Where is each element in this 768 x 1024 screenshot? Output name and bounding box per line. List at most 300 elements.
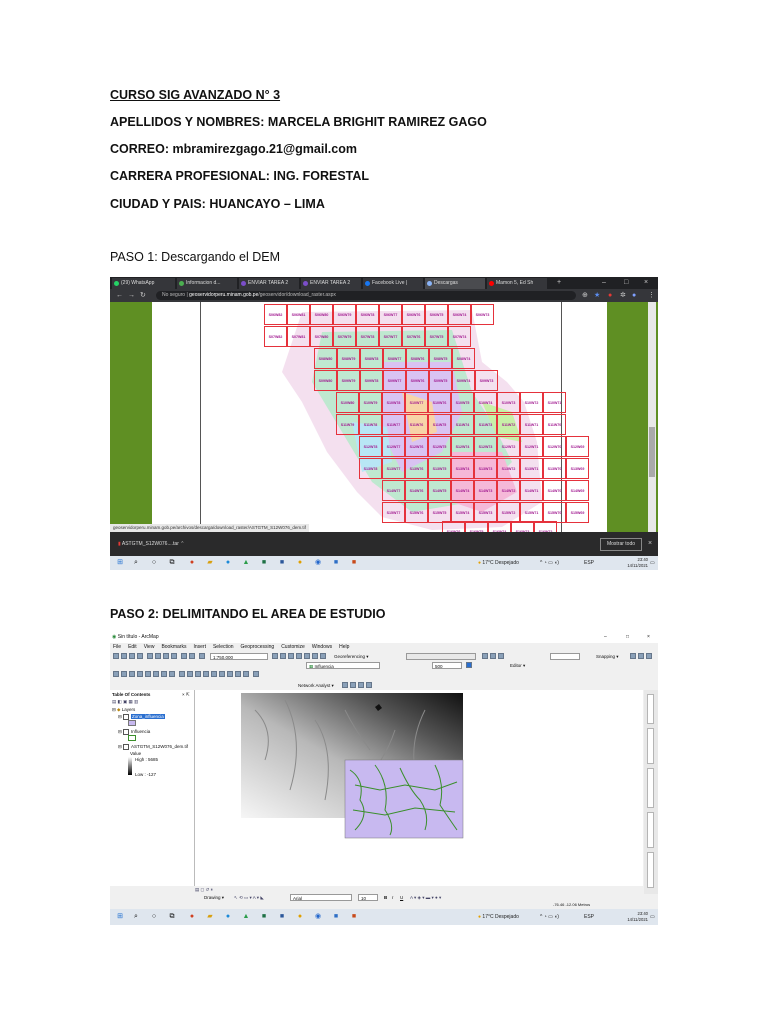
- georef-tool-icon[interactable]: [498, 653, 504, 659]
- avatar[interactable]: ●: [632, 292, 637, 299]
- dem-tile[interactable]: S09W78: [360, 370, 383, 391]
- tools-toolbar: [110, 670, 658, 679]
- georef-tool-icon[interactable]: [490, 653, 496, 659]
- dem-tile[interactable]: S07W76: [402, 326, 425, 347]
- map-view[interactable]: [195, 690, 643, 886]
- browser-tab[interactable]: [112, 278, 175, 289]
- windows-taskbar: [110, 909, 658, 925]
- dem-tile[interactable]: S06W73: [471, 304, 494, 325]
- extension-icon[interactable]: ●: [608, 292, 613, 299]
- url-field[interactable]: No seguro | geoservidorperu.minam.gob.pe/geoservidor/download_raster.aspx: [156, 291, 576, 300]
- menu-item[interactable]: Insert: [193, 644, 206, 650]
- clock-date: 14/11/2021: [627, 917, 648, 922]
- url-host: geoservidorperu.minam.gob.pe: [189, 292, 259, 298]
- browser-tab[interactable]: [363, 278, 423, 289]
- search-icon[interactable]: ⌕: [134, 913, 138, 920]
- network-tool-icon[interactable]: [366, 682, 372, 688]
- word-icon[interactable]: ■: [279, 559, 285, 566]
- clear-selection-icon[interactable]: [187, 671, 193, 677]
- dem-tile[interactable]: S08W76: [406, 348, 429, 369]
- dem-tile[interactable]: S11W74: [451, 414, 474, 435]
- dem-tile[interactable]: S09W77: [383, 370, 406, 391]
- toc-view-buttons[interactable]: ▤ ◧ ▣ ▦ ▥: [112, 699, 139, 704]
- layer-checkbox[interactable]: [123, 744, 129, 750]
- dem-tile[interactable]: S14W72: [497, 480, 520, 501]
- browser-tab[interactable]: [301, 278, 361, 289]
- forward-icon[interactable]: →: [128, 292, 135, 299]
- minimize-icon[interactable]: –: [602, 279, 606, 286]
- dem-tile[interactable]: S15W73: [474, 502, 497, 523]
- legend-high-label: High : 5685: [135, 757, 159, 762]
- add-data-icon[interactable]: [199, 653, 205, 659]
- network-tool-icon[interactable]: [358, 682, 364, 688]
- toc-layers-group[interactable]: ⊟ ◆ Layers: [112, 707, 136, 712]
- page-scrollbar[interactable]: [648, 302, 656, 532]
- dem-tile[interactable]: S10W71: [543, 392, 566, 413]
- dem-tile[interactable]: S12W70: [543, 436, 566, 457]
- clock[interactable]: [610, 911, 648, 923]
- app-icon[interactable]: ■: [333, 559, 339, 566]
- network-tool-icon[interactable]: [350, 682, 356, 688]
- layer-toolbar: [110, 661, 658, 670]
- full-extent-icon[interactable]: [137, 671, 143, 677]
- app-icon[interactable]: ■: [351, 913, 357, 920]
- delete-icon[interactable]: [171, 653, 177, 659]
- menu-item[interactable]: Windows: [311, 644, 333, 650]
- dem-tile[interactable]: S08W75: [429, 348, 452, 369]
- dem-tile[interactable]: S15W75: [428, 502, 451, 523]
- layers-label: Layers: [121, 707, 136, 712]
- swipe-icon[interactable]: [466, 662, 472, 668]
- dem-tile[interactable]: S15W70: [543, 502, 566, 523]
- tray-icons[interactable]: ^ ◔ ▭ ◖): [540, 914, 559, 920]
- bold-button[interactable]: B: [384, 895, 388, 900]
- dem-tile[interactable]: S13W74: [451, 458, 474, 479]
- dem-tile[interactable]: S06W75: [425, 304, 448, 325]
- tile-map-page: [152, 302, 607, 532]
- dem-tile[interactable]: S11W70: [543, 414, 566, 435]
- menu-bar: [110, 643, 658, 652]
- back-extent-icon[interactable]: [161, 671, 167, 677]
- clock-time: 23:40: [637, 911, 648, 916]
- find-icon[interactable]: [211, 671, 217, 677]
- search-icon[interactable]: [296, 653, 302, 659]
- dem-tile[interactable]: S14W76: [405, 480, 428, 501]
- dem-tile[interactable]: S08W80: [314, 348, 337, 369]
- dem-tile[interactable]: S12W71: [520, 436, 543, 457]
- app-icon[interactable]: ■: [333, 913, 339, 920]
- arctoolbox-tab[interactable]: [647, 812, 654, 848]
- chrome-icon[interactable]: ●: [297, 913, 303, 920]
- dem-tile[interactable]: S12W69: [566, 436, 589, 457]
- snap-end-icon[interactable]: [638, 653, 644, 659]
- snapping-label[interactable]: Snapping ▾: [596, 654, 619, 659]
- excel-icon[interactable]: ■: [261, 559, 267, 566]
- dem-tile[interactable]: S14W75: [428, 480, 451, 501]
- menu-item[interactable]: Help: [339, 644, 350, 650]
- dem-tile[interactable]: S08W77: [383, 348, 406, 369]
- show-all-button[interactable]: Mostrar todo: [600, 538, 642, 551]
- notifications-icon[interactable]: ▭: [650, 560, 655, 566]
- cortana-icon[interactable]: ○: [151, 559, 157, 566]
- app-icon[interactable]: ■: [351, 559, 357, 566]
- search-icon[interactable]: ⌕: [134, 559, 138, 566]
- dem-tile[interactable]: S10W76: [428, 392, 451, 413]
- font-combo[interactable]: Arial: [290, 894, 352, 901]
- dem-tile[interactable]: S09W79: [337, 370, 360, 391]
- view-switch-icons[interactable]: ▤ ◻ ↺ ⏸: [195, 887, 213, 892]
- dem-tile[interactable]: S10W73: [497, 392, 520, 413]
- download-icon: [427, 281, 432, 286]
- percent-combo[interactable]: 500: [432, 662, 462, 669]
- dem-tile[interactable]: S13W75: [428, 458, 451, 479]
- star-icon[interactable]: ★: [594, 292, 601, 299]
- app-icon[interactable]: ▲: [242, 559, 250, 566]
- print-icon[interactable]: [137, 653, 143, 659]
- dem-tile[interactable]: S11W71: [520, 414, 543, 435]
- back-icon[interactable]: ←: [116, 292, 123, 299]
- tab-label: (29) WhatsApp: [121, 280, 155, 286]
- select-elements-icon[interactable]: [195, 671, 201, 677]
- menu-item[interactable]: Customize: [281, 644, 305, 650]
- reload-icon[interactable]: ↻: [140, 292, 146, 299]
- zoom-in-icon[interactable]: [113, 671, 119, 677]
- dem-tile[interactable]: S13W69: [566, 458, 589, 479]
- layer-name: Influencia: [131, 729, 151, 734]
- tab-label: ENVIAR TAREA 2: [310, 280, 351, 286]
- forward-extent-icon[interactable]: [169, 671, 175, 677]
- address-bar-row: [110, 289, 658, 302]
- dem-tile[interactable]: S14W69: [566, 480, 589, 501]
- weather-text: 17°C Despejado: [482, 914, 519, 920]
- dem-tile[interactable]: S13W71: [520, 458, 543, 479]
- dem-tile[interactable]: S12W72: [497, 436, 520, 457]
- notifications-icon[interactable]: ▭: [650, 914, 655, 920]
- window-title: Sin título - ArcMap: [117, 634, 159, 640]
- toc-layer[interactable]: ⊟ ASTGTM_S12W076_dem.tif: [118, 744, 189, 749]
- dem-tile[interactable]: S14W77: [382, 480, 405, 501]
- close-shelf-icon[interactable]: ×: [648, 540, 653, 547]
- cut-icon[interactable]: [147, 653, 153, 659]
- dem-tile[interactable]: S15W74: [451, 502, 474, 523]
- page-left-margin: [110, 302, 152, 532]
- chrome-icon[interactable]: ●: [297, 559, 303, 566]
- layer-combo[interactable]: [306, 662, 380, 669]
- layer-name: Zona_influencia: [132, 714, 164, 719]
- toc-close-icon[interactable]: × ⇱: [182, 692, 190, 697]
- clock[interactable]: [610, 557, 648, 569]
- dem-tile[interactable]: S06W80: [310, 304, 333, 325]
- dem-tile[interactable]: S11W72: [497, 414, 520, 435]
- paste-icon[interactable]: [163, 653, 169, 659]
- zoom-out-icon[interactable]: [121, 671, 127, 677]
- weather-text: 17°C Despejado: [482, 560, 519, 566]
- dem-tile[interactable]: S12W74: [451, 436, 474, 457]
- dem-tile[interactable]: S10W78: [382, 392, 405, 413]
- menu-icon[interactable]: ⋮: [648, 292, 655, 299]
- dem-tile[interactable]: S12W75: [428, 436, 451, 457]
- dem-tile[interactable]: S13W77: [382, 458, 405, 479]
- legend-ramp: [128, 757, 132, 775]
- menu-item[interactable]: Bookmarks: [161, 644, 187, 650]
- task-view-icon[interactable]: ⧉: [169, 913, 175, 920]
- menu-item[interactable]: Geoprocessing: [240, 644, 275, 650]
- dem-tile[interactable]: S06W76: [402, 304, 425, 325]
- select-features-icon[interactable]: [179, 671, 185, 677]
- dem-tile[interactable]: S09W73: [475, 370, 498, 391]
- excel-icon[interactable]: ■: [261, 913, 267, 920]
- georef-value-combo[interactable]: [550, 653, 580, 660]
- student-career: CARRERA PROFESIONAL: ING. FORESTAL: [110, 169, 370, 183]
- student-names: APELLIDOS Y NOMBRES: MARCELA BRIGHIT RAMIREZ GAGO: [110, 115, 487, 129]
- create-features-tab[interactable]: [647, 768, 654, 808]
- step2-heading: PASO 2: DELIMITANDO EL AREA DE ESTUDIO: [110, 607, 386, 621]
- facebook-icon: [365, 281, 370, 286]
- dem-tile[interactable]: S07W77: [379, 326, 402, 347]
- close-icon[interactable]: ×: [647, 634, 650, 640]
- copy-icon[interactable]: [155, 653, 161, 659]
- file-explorer-icon[interactable]: ▰: [207, 559, 213, 566]
- dem-tile[interactable]: S09W76: [406, 370, 429, 391]
- model-builder-icon[interactable]: [320, 653, 326, 659]
- zoom-icon[interactable]: ⊕: [582, 292, 588, 299]
- dem-tile[interactable]: S13W73: [474, 458, 497, 479]
- step1-heading: PASO 1: Descargando el DEM: [110, 250, 280, 264]
- classroom-icon: [241, 281, 246, 286]
- dem-tile[interactable]: S13W76: [405, 458, 428, 479]
- scale-combo[interactable]: 1:750.000: [210, 653, 268, 660]
- close-icon[interactable]: ×: [644, 279, 649, 286]
- app-icon[interactable]: ◉: [314, 913, 322, 920]
- undo-icon[interactable]: [181, 653, 187, 659]
- dem-tile[interactable]: S07W75: [425, 326, 448, 347]
- dem-tile[interactable]: S10W79: [359, 392, 382, 413]
- dem-tile[interactable]: S09W80: [314, 370, 337, 391]
- menu-item[interactable]: View: [143, 644, 155, 650]
- sun-icon: ●: [478, 914, 482, 920]
- html-popup-icon[interactable]: [235, 671, 241, 677]
- dem-tile[interactable]: S06W81: [287, 304, 310, 325]
- dem-tile[interactable]: S11W76: [405, 414, 428, 435]
- cortana-icon[interactable]: ○: [151, 913, 157, 920]
- save-icon[interactable]: [129, 653, 135, 659]
- dem-tile[interactable]: S08W79: [337, 348, 360, 369]
- dem-tile[interactable]: S11W79: [336, 414, 359, 435]
- dem-tile[interactable]: S06W78: [356, 304, 379, 325]
- arcmap-titlebar: [110, 632, 658, 643]
- dem-tile[interactable]: S15W72: [497, 502, 520, 523]
- menu-item[interactable]: File: [113, 644, 122, 650]
- dem-tile[interactable]: S13W78: [359, 458, 382, 479]
- layer-combo-value: Influencia: [314, 664, 334, 669]
- edge-icon[interactable]: ●: [225, 913, 231, 920]
- standard-toolbar: [110, 652, 658, 661]
- layer-checkbox[interactable]: [123, 714, 129, 720]
- dem-tile[interactable]: S13W70: [543, 458, 566, 479]
- dem-tile[interactable]: S13W72: [497, 458, 520, 479]
- georef-layer-combo[interactable]: [406, 653, 476, 660]
- python-icon[interactable]: [312, 653, 318, 659]
- dem-tile[interactable]: S06W77: [379, 304, 402, 325]
- dem-tile[interactable]: S12W73: [474, 436, 497, 457]
- browser-tab[interactable]: [177, 278, 237, 289]
- dem-tile[interactable]: S11W78: [359, 414, 382, 435]
- pan-icon[interactable]: [129, 671, 135, 677]
- dem-tile[interactable]: S07W74: [448, 326, 471, 347]
- task-view-icon[interactable]: ⧉: [169, 559, 175, 566]
- dem-tile[interactable]: S08W74: [452, 348, 475, 369]
- dem-tile[interactable]: S10W74: [474, 392, 497, 413]
- language-indicator[interactable]: ESP: [584, 914, 595, 920]
- scrollbar-thumb[interactable]: [649, 427, 655, 477]
- georeferencing-label[interactable]: Georeferencing ▾: [334, 654, 369, 659]
- dem-tile[interactable]: S10W72: [520, 392, 543, 413]
- edge-icon[interactable]: ●: [225, 559, 231, 566]
- dem-tile[interactable]: S14W70: [543, 480, 566, 501]
- dem-tile[interactable]: S09W74: [452, 370, 475, 391]
- fixed-zoom-in-icon[interactable]: [145, 671, 151, 677]
- network-tool-icon[interactable]: [342, 682, 348, 688]
- dem-tile[interactable]: S15W76: [405, 502, 428, 523]
- editor-label[interactable]: Editor ▾: [510, 663, 526, 668]
- windows-taskbar: [110, 556, 658, 570]
- drawing-tools[interactable]: ↖ ⟲ ▭ ▾ A ▾ ◣: [234, 895, 264, 900]
- youtube-icon: [489, 281, 494, 286]
- dem-tile[interactable]: S10W80: [336, 392, 359, 413]
- browser-screenshot: [110, 277, 658, 570]
- tab-label: ENVIAR TAREA 2: [248, 280, 289, 286]
- dem-tile[interactable]: S08W78: [360, 348, 383, 369]
- dem-tile[interactable]: S06W82: [264, 304, 287, 325]
- snap-vertex-icon[interactable]: [646, 653, 652, 659]
- language-indicator[interactable]: ESP: [584, 560, 595, 566]
- snap-point-icon[interactable]: [630, 653, 636, 659]
- arctoolbox-icon[interactable]: [304, 653, 310, 659]
- layer-symbol: [128, 720, 136, 726]
- app-icon[interactable]: ●: [189, 913, 195, 920]
- maximize-icon[interactable]: □: [624, 279, 629, 286]
- dem-tile[interactable]: S14W71: [520, 480, 543, 501]
- study-area-mask: [345, 760, 463, 838]
- dem-tile[interactable]: S10W77: [405, 392, 428, 413]
- new-tab-icon[interactable]: +: [557, 279, 562, 286]
- weather-widget[interactable]: [478, 909, 519, 925]
- layer-checkbox[interactable]: [123, 729, 129, 735]
- italic-button[interactable]: I: [392, 895, 394, 900]
- dem-tile[interactable]: S06W79: [333, 304, 356, 325]
- search-tab[interactable]: [647, 728, 654, 764]
- maximize-icon[interactable]: □: [626, 634, 630, 640]
- dem-tile[interactable]: S14W74: [451, 480, 474, 501]
- status-bar: [110, 902, 658, 908]
- editor-toolbar-icon[interactable]: [272, 653, 278, 659]
- network-analyst-label[interactable]: Network Analyst ▾: [298, 683, 334, 688]
- whatsapp-icon: [114, 281, 119, 286]
- layers-folder-icon: ◆: [117, 707, 121, 712]
- dem-tile[interactable]: S14W73: [474, 480, 497, 501]
- time-slider-icon[interactable]: [243, 671, 249, 677]
- dem-tile[interactable]: S06W74: [448, 304, 471, 325]
- puzzle-icon[interactable]: ✲: [620, 292, 626, 299]
- dem-tile[interactable]: S12W77: [382, 436, 405, 457]
- font-size-combo[interactable]: 10: [358, 894, 378, 901]
- download-item[interactable]: ▮ ASTGTM_S12W076....tar ⌃: [118, 541, 185, 547]
- app-icon[interactable]: ▲: [242, 913, 250, 920]
- browser-tab-active[interactable]: [425, 278, 485, 289]
- status-coordinates: -76.46 -12.06 Metros: [553, 902, 591, 907]
- dem-tile[interactable]: S11W77: [382, 414, 405, 435]
- app-icon[interactable]: ●: [189, 559, 195, 566]
- file-explorer-icon[interactable]: ▰: [207, 913, 213, 920]
- dem-tile[interactable]: S15W69: [566, 502, 589, 523]
- catalog-tab[interactable]: [647, 694, 654, 724]
- dem-tile[interactable]: S12W76: [405, 436, 428, 457]
- drawing-label[interactable]: Drawing ▾: [204, 895, 225, 900]
- dem-tile[interactable]: S07W80: [310, 326, 333, 347]
- georef-tool-icon[interactable]: [482, 653, 488, 659]
- tray-icons[interactable]: ^ ◔ ▭ ◖): [540, 560, 559, 566]
- word-icon[interactable]: ■: [279, 913, 285, 920]
- weather-widget[interactable]: [478, 556, 519, 570]
- browser-tab[interactable]: [239, 278, 299, 289]
- dem-tile[interactable]: S12W78: [359, 436, 382, 457]
- color-tools[interactable]: A ▾ ◈ ▾ ▬ ▾ ● ▾: [410, 895, 442, 900]
- menu-item[interactable]: Selection: [212, 644, 234, 650]
- dem-tile[interactable]: S11W73: [474, 414, 497, 435]
- windows-start-icon[interactable]: ⊞: [117, 559, 123, 566]
- hyperlink-icon[interactable]: [227, 671, 233, 677]
- results-tab[interactable]: [647, 852, 654, 888]
- browser-tab[interactable]: [487, 278, 547, 289]
- tab-label: Descargas: [434, 280, 458, 286]
- windows-start-icon[interactable]: ⊞: [117, 913, 123, 920]
- dem-tile[interactable]: S07W79: [333, 326, 356, 347]
- identify-icon[interactable]: [203, 671, 209, 677]
- file-icon: ▮: [118, 541, 121, 547]
- app-icon[interactable]: ◉: [314, 559, 322, 566]
- toc-layer[interactable]: ⊟ Influencia: [118, 729, 151, 734]
- dem-tile[interactable]: S07W81: [287, 326, 310, 347]
- dem-tile[interactable]: S07W78: [356, 326, 379, 347]
- table-of-contents: [110, 690, 195, 886]
- viewer-icon[interactable]: [253, 671, 259, 677]
- underline-button[interactable]: U: [400, 895, 404, 900]
- layer-icon: ▦: [309, 664, 314, 669]
- tab-label: Facebook Live |: [372, 280, 408, 286]
- dem-tile[interactable]: S10W75: [451, 392, 474, 413]
- dem-tile[interactable]: S07W82: [264, 326, 287, 347]
- dem-tile[interactable]: S11W75: [428, 414, 451, 435]
- arcmap-screenshot: [110, 632, 658, 925]
- catalog-icon[interactable]: [288, 653, 294, 659]
- open-icon[interactable]: [121, 653, 127, 659]
- student-city: CIUDAD Y PAIS: HUANCAYO – LIMA: [110, 197, 325, 211]
- redo-icon[interactable]: [189, 653, 195, 659]
- new-icon[interactable]: [113, 653, 119, 659]
- menu-item[interactable]: Edit: [128, 644, 137, 650]
- minimize-icon[interactable]: –: [604, 634, 607, 640]
- dem-tile[interactable]: S15W77: [382, 502, 405, 523]
- network-toolbar: [110, 681, 658, 690]
- toc-icon[interactable]: [280, 653, 286, 659]
- drawing-toolbar: [110, 894, 658, 902]
- dem-tile[interactable]: S15W71: [520, 502, 543, 523]
- dem-tile[interactable]: S09W75: [429, 370, 452, 391]
- measure-icon[interactable]: [219, 671, 225, 677]
- toc-layer[interactable]: ⊟ Zona_influencia: [118, 714, 164, 719]
- sun-icon: ●: [478, 560, 482, 566]
- fixed-zoom-out-icon[interactable]: [153, 671, 159, 677]
